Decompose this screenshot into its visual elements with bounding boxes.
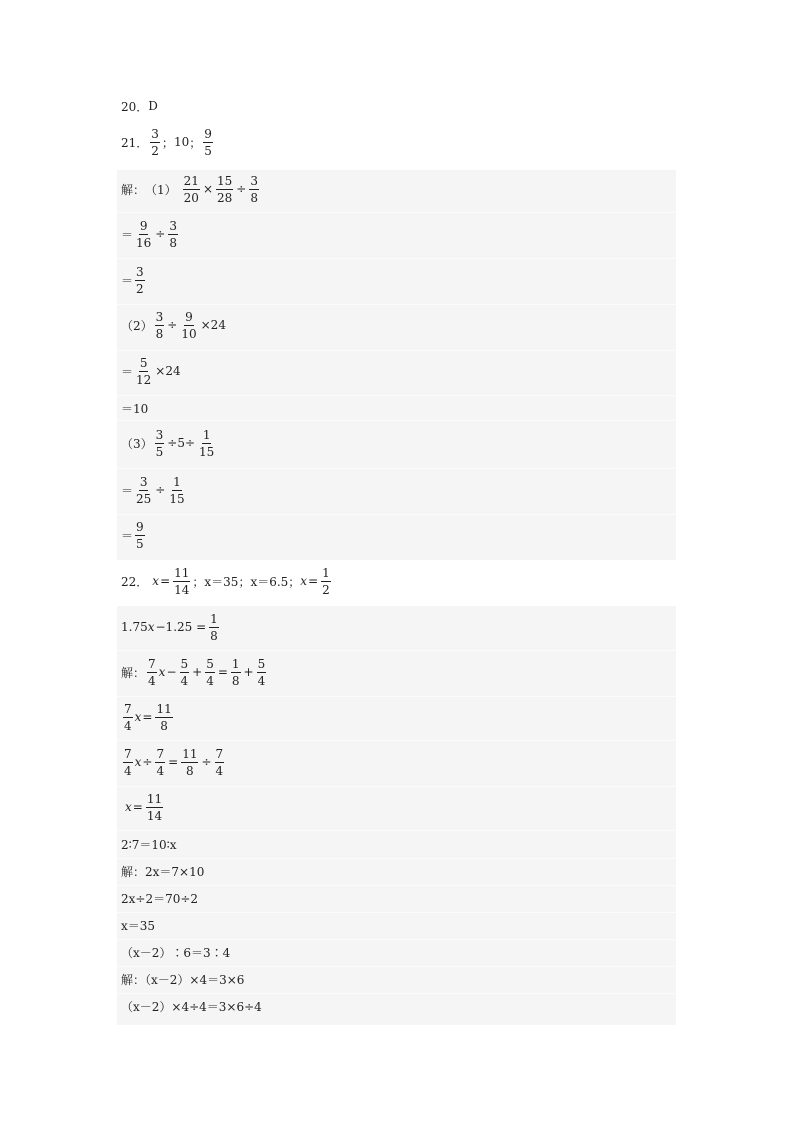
variable: x xyxy=(152,574,160,588)
equals-sign: ＝ xyxy=(121,483,134,498)
divider xyxy=(117,885,676,886)
variable: x xyxy=(125,800,132,814)
fraction xyxy=(215,748,225,777)
numerator: 9 xyxy=(139,218,148,233)
numerator: 3 xyxy=(169,218,177,233)
denominator: 4 xyxy=(156,763,165,778)
divider xyxy=(117,786,676,787)
solution-21-line-1 xyxy=(121,170,261,208)
numerator: 5 xyxy=(139,355,148,370)
fraction xyxy=(135,266,145,295)
numerator: 3 xyxy=(136,264,144,279)
equation-text: （x－2）×4÷4＝3×6÷4 xyxy=(121,999,262,1014)
separator: ； xyxy=(161,135,174,150)
fraction xyxy=(180,311,197,340)
operator: + xyxy=(192,665,203,679)
variable: x xyxy=(134,710,142,724)
fraction xyxy=(205,658,215,687)
denominator: 5 xyxy=(204,143,212,158)
solution-21-line-7 xyxy=(121,423,217,463)
numerator: 7 xyxy=(124,746,132,761)
result: ＝10 xyxy=(121,401,149,416)
numerator: 3 xyxy=(155,427,164,442)
equals-sign: = xyxy=(142,710,153,724)
denominator: 25 xyxy=(136,491,152,506)
equation-text: 2x÷2＝70÷2 xyxy=(121,891,199,906)
part-label: （2） xyxy=(121,318,153,333)
numerator: 9 xyxy=(204,126,212,141)
fraction xyxy=(249,175,259,204)
denominator: 8 xyxy=(169,235,177,250)
divider xyxy=(117,350,676,351)
denominator: 15 xyxy=(169,491,185,506)
equals-sign: = xyxy=(168,755,179,769)
divider xyxy=(117,420,676,421)
fraction xyxy=(173,567,190,596)
divider xyxy=(117,912,676,913)
denominator: 15 xyxy=(199,444,215,459)
fraction xyxy=(257,658,267,687)
denominator: 4 xyxy=(124,718,132,733)
coefficient: 1.75 xyxy=(121,620,148,634)
solution-22-eq-5 xyxy=(121,788,165,826)
answer-22 xyxy=(121,562,333,600)
fraction xyxy=(135,357,152,386)
denominator: 10 xyxy=(181,326,197,341)
divider xyxy=(117,468,676,469)
fraction xyxy=(135,476,152,505)
denominator: 4 xyxy=(257,673,266,688)
fraction xyxy=(155,429,165,458)
numerator: 3 xyxy=(155,309,164,324)
solution-22-eq-4 xyxy=(121,743,226,781)
operator: ×24 xyxy=(155,364,181,378)
operator: ÷ xyxy=(155,227,166,241)
equals-sign: ＝ xyxy=(121,227,134,242)
solution-21-block xyxy=(117,170,676,560)
divider xyxy=(117,966,676,967)
fraction xyxy=(135,220,152,249)
fraction xyxy=(209,613,219,642)
denominator: 8 xyxy=(160,718,168,733)
denominator: 2 xyxy=(136,281,144,296)
fraction xyxy=(180,658,190,687)
fraction xyxy=(168,220,178,249)
numerator: 21 xyxy=(183,173,199,188)
equation-text: 2∶7＝10∶x xyxy=(121,837,177,852)
variable: x xyxy=(147,620,155,634)
numerator: 11 xyxy=(146,791,163,806)
fraction xyxy=(168,476,185,505)
answer-value: D xyxy=(148,99,158,113)
denominator: 8 xyxy=(210,628,218,643)
divider xyxy=(117,740,676,741)
divider xyxy=(117,830,676,831)
fraction xyxy=(183,175,200,204)
operator: ÷ xyxy=(155,483,166,497)
solution-22-ratio-4 xyxy=(121,916,155,934)
fraction xyxy=(321,567,331,596)
fraction xyxy=(146,793,163,822)
denominator: 4 xyxy=(148,673,156,688)
solution-22-ratio-7 xyxy=(121,997,262,1015)
numerator: 1 xyxy=(322,565,330,580)
operator: ÷ xyxy=(236,182,247,196)
numerator: 5 xyxy=(180,656,189,671)
numerator: 3 xyxy=(151,126,159,141)
fraction xyxy=(150,128,160,157)
denominator: 28 xyxy=(217,190,233,205)
denominator: 5 xyxy=(155,444,164,459)
solution-21-line-8 xyxy=(121,471,188,509)
denominator: 20 xyxy=(183,190,199,205)
solution-21-line-4 xyxy=(121,306,227,344)
solution-22-eq-2 xyxy=(121,653,268,691)
denominator: 8 xyxy=(186,763,194,778)
solution-21-line-9 xyxy=(121,516,147,554)
denominator: 5 xyxy=(136,536,144,551)
equals-sign: = xyxy=(132,800,143,814)
solution-22-eq-1 xyxy=(121,608,221,646)
operator: − xyxy=(166,665,177,679)
fraction xyxy=(203,128,213,157)
denominator: 2 xyxy=(151,143,159,158)
operator: ÷5÷ xyxy=(167,436,196,450)
equation-text: （x－2）∶6＝3∶4 xyxy=(121,945,231,960)
divider xyxy=(117,858,676,859)
divider xyxy=(117,993,676,994)
fraction xyxy=(135,521,145,550)
solution-22-ratio-2 xyxy=(121,862,204,880)
solution-21-line-3 xyxy=(121,261,147,299)
solution-22-ratio-6 xyxy=(121,970,244,988)
numerator: 11 xyxy=(182,746,198,761)
answer-20 xyxy=(121,97,158,115)
operator: ÷ xyxy=(167,318,178,332)
question-number: 22． xyxy=(121,574,149,589)
denominator: 8 xyxy=(250,190,258,205)
denominator: 8 xyxy=(231,673,240,688)
numerator: 3 xyxy=(250,173,258,188)
fraction xyxy=(155,311,165,340)
numerator: 1 xyxy=(173,474,181,489)
solution-22-ratio-1 xyxy=(121,835,177,853)
solution-22-eq-3 xyxy=(121,698,175,736)
equation-text: 解：（x－2）×4＝3×6 xyxy=(121,972,245,987)
equals-sign: = xyxy=(217,665,228,679)
fraction xyxy=(181,748,198,777)
fraction xyxy=(147,658,157,687)
denominator: 12 xyxy=(136,372,152,387)
numerator: 11 xyxy=(174,565,190,580)
solution-label: 解： xyxy=(121,182,146,197)
numerator: 1 xyxy=(210,611,218,626)
denominator: 2 xyxy=(322,582,330,597)
fraction xyxy=(155,703,172,732)
solution-21-line-2 xyxy=(121,215,180,253)
operator: × xyxy=(202,182,213,196)
operator: ÷ xyxy=(201,755,212,769)
equals-sign: ＝ xyxy=(121,273,134,288)
solution-21-line-5 xyxy=(121,352,182,390)
equals-sign: = xyxy=(160,574,171,588)
fraction xyxy=(123,703,133,732)
denominator: 4 xyxy=(206,673,214,688)
denominator: 4 xyxy=(215,763,224,778)
denominator: 14 xyxy=(174,582,190,597)
operator: ×24 xyxy=(200,318,226,332)
denominator: 4 xyxy=(124,763,132,778)
numerator: 3 xyxy=(139,474,148,489)
operator: + xyxy=(243,665,254,679)
separator: ； xyxy=(189,135,202,150)
denominator: 16 xyxy=(136,235,152,250)
denominator: 4 xyxy=(180,673,189,688)
part-label: （3） xyxy=(121,436,153,451)
fraction xyxy=(231,658,241,687)
equation-text: x＝35 xyxy=(121,918,156,933)
answer-value: 10 xyxy=(173,135,190,149)
solution-22-ratio-5 xyxy=(121,943,230,961)
variable: x xyxy=(158,665,166,679)
divider xyxy=(117,514,676,515)
equals-sign: ＝ xyxy=(121,528,134,543)
operator: ÷ xyxy=(142,755,153,769)
numerator: 1 xyxy=(231,656,240,671)
numerator: 15 xyxy=(217,173,233,188)
divider xyxy=(117,939,676,940)
numerator: 1 xyxy=(202,427,211,442)
answer-21 xyxy=(121,124,215,160)
divider xyxy=(117,395,676,396)
equals-sign: ＝ xyxy=(121,364,134,379)
numerator: 7 xyxy=(124,701,132,716)
numerator: 7 xyxy=(148,656,156,671)
numerator: 9 xyxy=(136,519,144,534)
divider xyxy=(117,304,676,305)
numerator: 7 xyxy=(215,746,224,761)
solution-22-ratio-3 xyxy=(121,889,198,907)
fraction xyxy=(155,748,165,777)
denominator: 8 xyxy=(155,326,164,341)
equation-text: 解：2x＝7×10 xyxy=(121,864,205,879)
numerator: 7 xyxy=(156,746,165,761)
equals-sign: = xyxy=(308,574,319,588)
fraction xyxy=(198,429,215,458)
numerator: 5 xyxy=(257,656,266,671)
fraction xyxy=(123,748,133,777)
fraction xyxy=(216,175,233,204)
numerator: 5 xyxy=(206,656,214,671)
solution-21-line-6 xyxy=(121,398,148,418)
variable: x xyxy=(134,755,142,769)
denominator: 14 xyxy=(146,808,163,823)
divider xyxy=(117,212,676,213)
variable: x xyxy=(300,574,308,588)
divider xyxy=(117,696,676,697)
part-label: （1） xyxy=(145,182,177,197)
expression: −1.25 = xyxy=(155,620,207,634)
divider xyxy=(117,258,676,259)
divider xyxy=(117,650,676,651)
question-number: 21． xyxy=(121,135,149,150)
numerator: 9 xyxy=(185,309,193,324)
solution-label: 解： xyxy=(121,665,146,680)
answer-values: ；x＝35；x＝6.5； xyxy=(192,574,301,589)
question-number: 20． xyxy=(121,99,149,114)
numerator: 11 xyxy=(156,701,172,716)
